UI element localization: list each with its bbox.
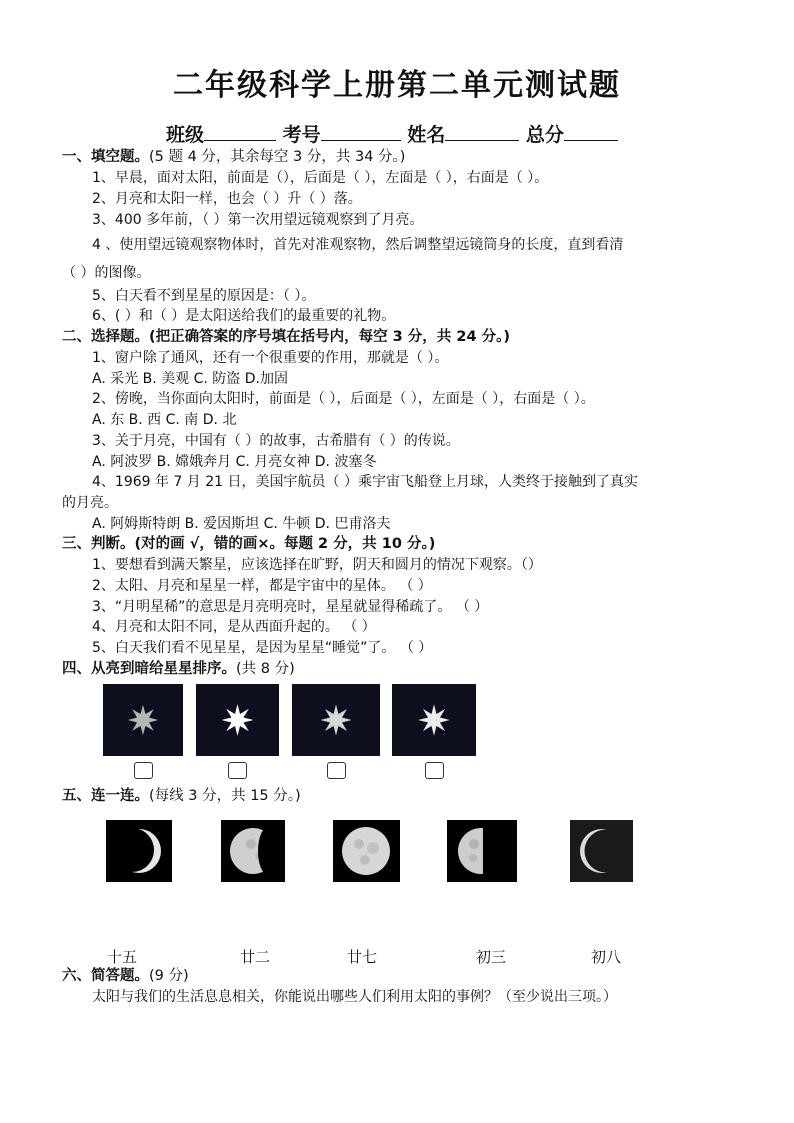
section-title: 三、判断。 (62, 536, 135, 552)
choice-options-4: A. 阿姆斯特朗 B. 爱因斯坦 C. 牛顿 D. 巴甫洛夫 (92, 516, 391, 532)
star-2-icon (196, 684, 279, 756)
name-blank[interactable] (445, 122, 519, 141)
number-blank[interactable] (321, 122, 401, 141)
section-note: (每线 3 分，共 15 分。) (149, 788, 301, 804)
judge-question-4: 4、月亮和太阳不同，是从西面升起的。 （ ） (92, 619, 376, 635)
short-question-1: 太阳与我们的生活息息相关，你能说出哪些人们利用太阳的事例？（至少说出三项。） (92, 989, 617, 1005)
star-1-shape (128, 705, 158, 735)
choice-question-2: 2、傍晚，当你面向太阳时，前面是（ ），后面是（ ），左面是（ ），右面是（ ）。 (92, 391, 595, 407)
star-1-icon (103, 684, 183, 756)
rank-checkbox-4[interactable] (425, 762, 444, 779)
rank-checkbox-3[interactable] (327, 762, 346, 779)
section-match-heading (62, 787, 301, 805)
star-2-shape (222, 704, 254, 736)
section-title: 四、从亮到暗给星星排序。 (62, 661, 236, 677)
section-sort-heading (62, 660, 295, 678)
moon-image-3 (333, 820, 400, 882)
name-label: 姓名 (407, 124, 446, 146)
fill-question-4-cont: （ ）的图像。 (62, 265, 151, 281)
score-label: 总分 (525, 124, 564, 146)
section-note: (9 分) (149, 968, 189, 984)
class-blank[interactable] (204, 122, 276, 141)
section-note: (把正确答案的序号填在括号内，每空 3 分，共 24 分。) (149, 329, 510, 345)
moon-image-1 (106, 820, 172, 882)
fill-question-2: 2、月亮和太阳一样，也会（ ）升（ ）落。 (92, 191, 362, 207)
fill-question-6: 6、( ）和（ ）是太阳送给我们的最重要的礼物。 (92, 308, 396, 324)
section-fill-heading (62, 148, 405, 166)
choice-options-3: A. 阿波罗 B. 嫦娥奔月 C. 月亮女神 D. 波塞冬 (92, 454, 377, 470)
page-title: 二年级科学上册第二单元测试题 (173, 68, 621, 103)
section-note: (对的画 √，错的画×。每题 2 分，共 10 分。) (134, 536, 436, 552)
judge-question-3: 3、“月明星稀”的意思是月亮明亮时，星星就显得稀疏了。 （ ） (92, 599, 489, 615)
fill-question-3: 3、400 多年前，（ ）第一次用望远镜观察到了月亮。 (92, 212, 424, 228)
section-short-heading (62, 967, 189, 985)
star-image-4 (392, 684, 476, 756)
day-label-3: 廿七 (347, 948, 378, 966)
score-blank[interactable] (564, 122, 618, 141)
star-image-2 (196, 684, 279, 756)
star-image-3 (292, 684, 380, 756)
choice-question-3: 3、关于月亮，中国有（ ）的故事，古希腊有（ ）的传说。 (92, 433, 460, 449)
choice-question-4: 4、1969 年 7 月 21 日，美国宇航员（ ）乘宇宙飞船登上月球，人类终于接触到了真实 (92, 474, 638, 490)
section-title: 五、连一连。 (62, 788, 149, 804)
day-label-2: 廿二 (240, 948, 271, 966)
section-title: 二、选择题。 (62, 329, 149, 345)
star-3-shape (321, 705, 352, 736)
choice-question-4-cont: 的月亮。 (62, 495, 118, 511)
day-label-5: 初八 (591, 948, 622, 966)
rank-checkbox-2[interactable] (228, 762, 247, 779)
choice-question-1: 1、窗户除了通风，还有一个很重要的作用，那就是（ ）。 (92, 350, 449, 366)
choice-options-2: A. 东 B. 西 C. 南 D. 北 (92, 412, 237, 428)
rank-checkbox-1[interactable] (134, 762, 153, 779)
judge-question-5: 5、白天我们看不见星星，是因为星星“睡觉”了。 （ ） (92, 640, 433, 656)
choice-options-1: A. 采光 B. 美观 C. 防盗 D.加固 (92, 371, 288, 387)
fill-question-5: 5、白天看不到星星的原因是：（ ）。 (92, 288, 316, 304)
student-info-line (166, 120, 618, 147)
number-label: 考号 (282, 124, 321, 146)
section-title: 一、填空题。 (62, 149, 149, 165)
star-4-shape (418, 704, 450, 736)
section-note: (共 8 分) (236, 661, 295, 677)
moon-image-5 (570, 820, 633, 882)
fill-question-4: 4 、使用望远镜观察物体时，首先对准观察物，然后调整望远镜筒身的长度，直到看清 (92, 237, 624, 253)
section-note: (5 题 4 分，其余每空 3 分，共 34 分。) (149, 149, 406, 165)
star-3-icon (292, 684, 380, 756)
day-label-4: 初三 (476, 948, 507, 966)
section-choice-heading (62, 328, 510, 346)
moon-image-2 (221, 820, 285, 882)
star-image-1 (103, 684, 183, 756)
moon-image-4 (447, 820, 517, 882)
star-4-icon (392, 684, 476, 756)
judge-question-1: 1、要想看到满天繁星，应该选择在旷野，阴天和圆月的情况下观察。（） (92, 557, 542, 573)
day-label-1: 十五 (107, 948, 138, 966)
fill-question-1: 1、早晨，面对太阳，前面是（），后面是（ ），左面是（ ），右面是（ ）。 (92, 170, 549, 186)
class-label: 班级 (166, 124, 205, 146)
section-title: 六、简答题。 (62, 968, 149, 984)
section-judge-heading (62, 535, 435, 553)
judge-question-2: 2、太阳、月亮和星星一样，都是宇宙中的星体。 （ ） (92, 578, 432, 594)
